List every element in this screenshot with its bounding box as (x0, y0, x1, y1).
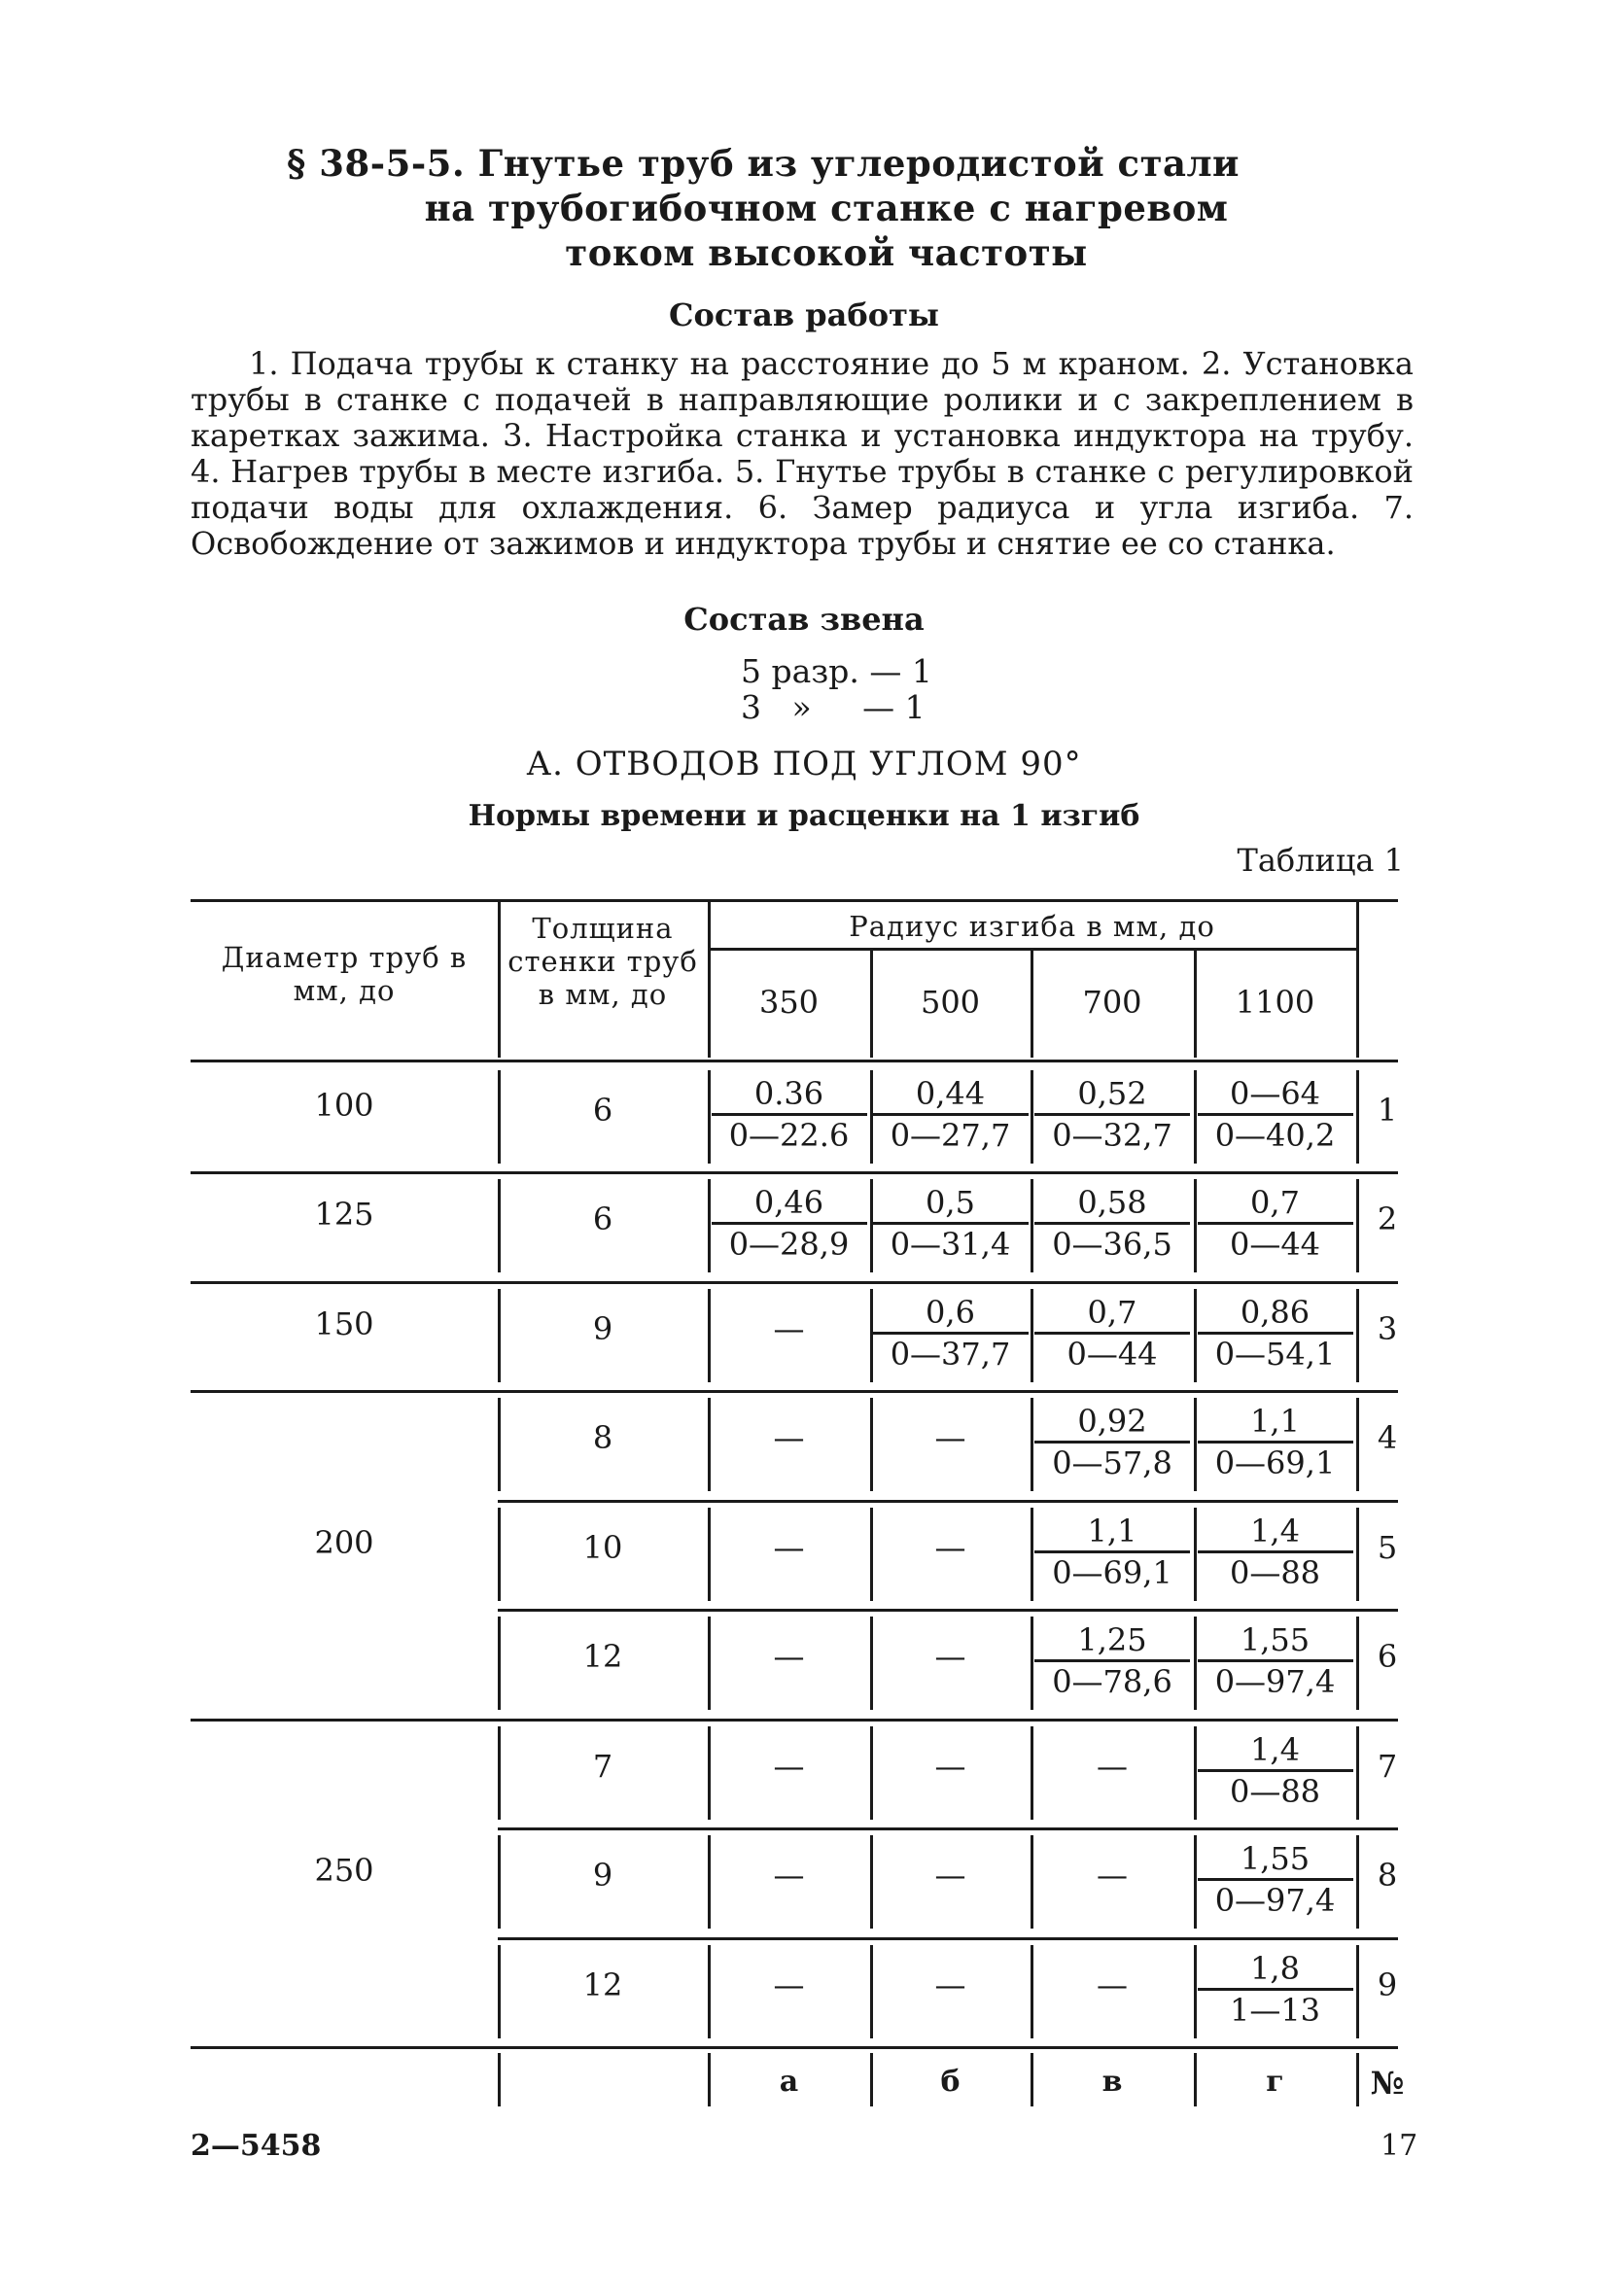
time-norm: 0.36 (753, 1075, 824, 1112)
cell-thickness: 8 (592, 1419, 613, 1456)
row-divider (1356, 1835, 1359, 1929)
row-divider (1356, 1070, 1359, 1164)
column-code-1: а (779, 2065, 799, 2099)
row-number: 6 (1377, 1638, 1398, 1675)
row-divider (1031, 1508, 1033, 1601)
cell-norm-rate (1034, 1402, 1190, 1482)
rate-value: 0—44 (1034, 1332, 1190, 1374)
header-divider (498, 902, 501, 1058)
time-norm: 0,92 (1077, 1403, 1147, 1440)
time-norm: 0,46 (753, 1184, 824, 1221)
row-divider (1356, 1508, 1359, 1601)
work-title: Состав работы (669, 296, 939, 333)
cell-thickness: 9 (592, 1310, 613, 1347)
cell-empty-dash: — (934, 1748, 966, 1785)
cell-empty-dash: — (773, 1310, 805, 1347)
rate-value: 0—32,7 (1034, 1113, 1190, 1155)
cell-norm-rate (1198, 1839, 1353, 1920)
crew-list (741, 653, 932, 725)
time-norm: 0,7 (1087, 1294, 1137, 1331)
cell-empty-dash: — (934, 1857, 966, 1894)
row-divider (1031, 1945, 1033, 2038)
heading-line-2: на трубогибочном станке с нагревом (424, 187, 1229, 229)
cell-diameter: 125 (314, 1196, 374, 1233)
row-separator (191, 2046, 1398, 2049)
cell-norm-rate (1034, 1074, 1190, 1155)
rate-value: 0—54,1 (1198, 1332, 1353, 1374)
cell-norm-rate (712, 1183, 867, 1264)
row-number: 4 (1377, 1419, 1398, 1456)
time-norm: 1,55 (1240, 1621, 1311, 1658)
cell-norm-rate (1034, 1512, 1190, 1592)
cell-diameter: 150 (314, 1305, 374, 1342)
row-number: 5 (1377, 1529, 1398, 1566)
time-norm: 0,7 (1250, 1184, 1300, 1221)
row-divider (1031, 1398, 1033, 1491)
work-text: 1. Подача трубы к станку на расстояние до 5 м краном. 2. Установка трубы в станке с подачей в направляющие ролики и с закреплением в каретках зажима. 3. Настройка станка и установка индуктора на трубу. 4. Нагрев трубы в месте изгиба. 5. Гнутье трубы в станке с регулировкой подачи воды для охлаждения. 6. Замер радиуса и угла изгиба. 7. Освобождение от зажимов и индуктора трубы и снятие ее со станка. (191, 345, 1414, 562)
row-separator (191, 1390, 1398, 1393)
column-code-2: б (940, 2065, 961, 2099)
header-radius: Радиус изгиба в мм, до (849, 910, 1215, 943)
time-norm: 0,58 (1077, 1184, 1147, 1221)
rate-value: 0—37,7 (873, 1332, 1029, 1374)
rate-value: 0—97,4 (1198, 1659, 1353, 1701)
cell-norm-rate (1034, 1183, 1190, 1264)
rate-value: 0—88 (1198, 1550, 1353, 1592)
cell-thickness: 6 (592, 1092, 613, 1129)
cell-thickness: 12 (582, 1966, 623, 2003)
codes-divider (1031, 2053, 1033, 2106)
header-radius-350: 350 (758, 984, 820, 1021)
cell-empty-dash: — (773, 1857, 805, 1894)
row-separator (191, 1171, 1398, 1174)
row-separator-inner (498, 1937, 1398, 1940)
row-divider (1356, 1617, 1359, 1710)
cell-norm-rate (873, 1293, 1029, 1374)
rate-value: 0—28,9 (712, 1222, 867, 1264)
cell-norm-rate (1198, 1293, 1353, 1374)
header-divider (1356, 902, 1359, 1058)
section-heading (287, 141, 1361, 275)
column-code-3: в (1101, 2065, 1123, 2099)
crew-line-1: 5 разр. — 1 (741, 652, 932, 690)
time-norm: 0,86 (1240, 1294, 1311, 1331)
row-divider (1031, 1835, 1033, 1929)
cell-thickness: 10 (582, 1529, 623, 1566)
cell-thickness: 7 (592, 1748, 613, 1785)
header-bottom-border (191, 1060, 1398, 1062)
codes-divider (1356, 2053, 1359, 2106)
cell-empty-dash: — (934, 1638, 966, 1675)
row-number: 9 (1377, 1966, 1398, 2003)
row-separator-inner (498, 1609, 1398, 1612)
cell-norm-rate (1198, 1730, 1353, 1811)
row-divider (1031, 1726, 1033, 1820)
cell-empty-dash: — (773, 1966, 805, 2003)
cell-thickness: 12 (582, 1638, 623, 1675)
cell-norm-rate (873, 1183, 1029, 1264)
time-norm: 1,1 (1250, 1403, 1300, 1440)
row-divider (1356, 1726, 1359, 1820)
cell-norm-rate (1034, 1620, 1190, 1701)
rate-value: 0—44 (1198, 1222, 1353, 1264)
cell-empty-dash: — (1097, 1857, 1128, 1894)
time-norm: 1,25 (1077, 1621, 1147, 1658)
table-label: Таблица 1 (1237, 842, 1404, 879)
row-number-symbol: № (1370, 2065, 1405, 2102)
row-divider (1356, 1398, 1359, 1491)
cell-norm-rate (1198, 1074, 1353, 1155)
footer-code: 2—5458 (191, 2129, 322, 2163)
time-norm: 1,4 (1250, 1513, 1300, 1549)
row-divider (1031, 1070, 1033, 1164)
header-radius-700: 700 (1082, 984, 1142, 1021)
cell-norm-rate (1198, 1402, 1353, 1482)
time-norm: 1,1 (1087, 1513, 1137, 1549)
cell-empty-dash: — (773, 1638, 805, 1675)
rate-value: 0—22.6 (712, 1113, 867, 1155)
rate-value: 0—88 (1198, 1769, 1353, 1811)
section-title: А. ОТВОДОВ ПОД УГЛОМ 90° (526, 745, 1082, 783)
header-diameter: Диаметр труб в мм, до (221, 941, 468, 1007)
time-norm: 0,5 (926, 1184, 975, 1221)
cell-diameter: 100 (314, 1087, 374, 1124)
cell-norm-rate (1198, 1512, 1353, 1592)
cell-empty-dash: — (773, 1529, 805, 1566)
row-divider (1031, 1179, 1033, 1272)
cell-empty-dash: — (773, 1419, 805, 1456)
rate-value: 0—27,7 (873, 1113, 1029, 1155)
time-norm: 1,8 (1250, 1950, 1300, 1987)
time-norm: 0,6 (926, 1294, 975, 1331)
row-separator (191, 1719, 1398, 1722)
cell-empty-dash: — (934, 1966, 966, 2003)
row-number: 8 (1377, 1857, 1398, 1894)
row-number: 3 (1377, 1310, 1398, 1347)
cell-empty-dash: — (1097, 1966, 1128, 2003)
rate-value: 0—97,4 (1198, 1878, 1353, 1920)
heading-line-1: § 38-5-5. Гнутье труб из углеродистой стали (287, 142, 1240, 185)
crew-title: Состав звена (683, 601, 925, 638)
cell-empty-dash: — (934, 1529, 966, 1566)
row-separator-inner (498, 1500, 1398, 1503)
row-divider (1356, 1289, 1359, 1382)
time-norm: 0—64 (1229, 1075, 1321, 1112)
rate-value: 1—13 (1198, 1988, 1353, 2030)
header-thickness: Толщина стенки труб в мм, до (507, 912, 698, 1011)
page-number: 17 (1381, 2129, 1418, 2163)
cell-empty-dash: — (773, 1748, 805, 1785)
cell-empty-dash: — (1097, 1748, 1128, 1785)
cell-norm-rate (1198, 1949, 1353, 2030)
rate-value: 0—69,1 (1198, 1441, 1353, 1482)
codes-divider (498, 2053, 501, 2106)
header-radius-500: 500 (920, 984, 981, 1021)
rate-value: 0—57,8 (1034, 1441, 1190, 1482)
column-code-4: г (1266, 2065, 1284, 2099)
header-radius-1100: 1100 (1235, 984, 1315, 1021)
table-top-border (191, 899, 1398, 902)
row-number: 1 (1377, 1092, 1398, 1129)
row-divider (1031, 1617, 1033, 1710)
cell-norm-rate (1034, 1293, 1190, 1374)
time-norm: 0,44 (915, 1075, 986, 1112)
cell-norm-rate (1198, 1183, 1353, 1264)
rate-value: 0—31,4 (873, 1222, 1029, 1264)
cell-norm-rate (712, 1074, 867, 1155)
row-divider (1031, 1289, 1033, 1382)
row-divider (1356, 1179, 1359, 1272)
time-norm: 0,52 (1077, 1075, 1147, 1112)
cell-thickness: 9 (592, 1857, 613, 1894)
norms-title: Нормы времени и расценки на 1 изгиб (468, 799, 1140, 833)
row-number: 7 (1377, 1748, 1398, 1785)
heading-line-3: током высокой частоты (565, 231, 1088, 274)
row-separator (191, 1281, 1398, 1284)
cell-empty-dash: — (934, 1419, 966, 1456)
rate-value: 0—69,1 (1034, 1550, 1190, 1592)
cell-norm-rate (1198, 1620, 1353, 1701)
cell-thickness: 6 (592, 1200, 613, 1237)
rate-value: 0—40,2 (1198, 1113, 1353, 1155)
rate-value: 0—78,6 (1034, 1659, 1190, 1701)
row-divider (1356, 1945, 1359, 2038)
cell-norm-rate (873, 1074, 1029, 1155)
time-norm: 1,4 (1250, 1731, 1300, 1768)
cell-diameter: 250 (314, 1852, 374, 1889)
crew-line-2: 3 » — 1 (741, 688, 926, 726)
rate-value: 0—36,5 (1034, 1222, 1190, 1264)
cell-diameter: 200 (314, 1524, 374, 1561)
row-number: 2 (1377, 1200, 1398, 1237)
row-separator-inner (498, 1827, 1398, 1830)
time-norm: 1,55 (1240, 1840, 1311, 1877)
